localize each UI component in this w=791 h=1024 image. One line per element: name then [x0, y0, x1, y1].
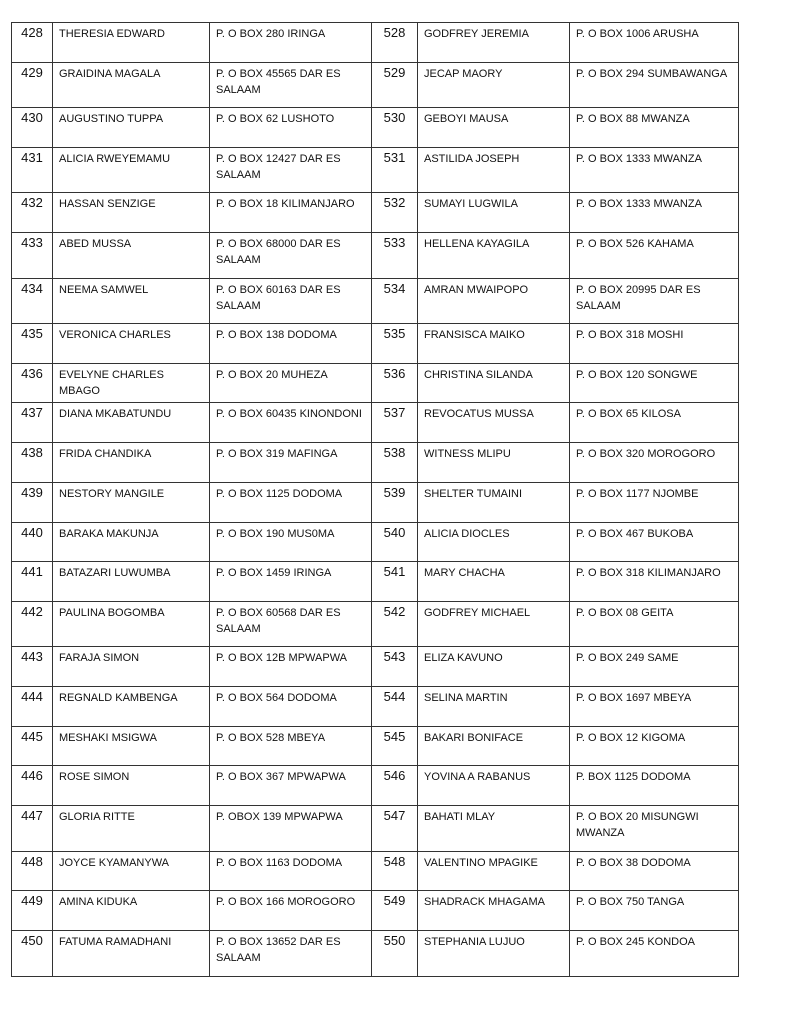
table-row: [12, 687, 739, 727]
table-row: [12, 193, 739, 233]
left-entry-name: DIANA MKABATUNDU: [53, 403, 210, 443]
right-entry-name: YOVINA A RABANUS: [418, 766, 570, 806]
left-entry-name: ROSE SIMON: [53, 766, 210, 806]
right-entry-number: 530: [372, 108, 418, 148]
left-entry-address: P. O BOX 18 KILIMANJARO: [210, 193, 372, 233]
left-entry-number: 450: [12, 931, 53, 977]
right-entry-address: P. O BOX 294 SUMBAWANGA: [570, 62, 739, 108]
left-entry-name: REGNALD KAMBENGA: [53, 687, 210, 727]
right-entry-number: 546: [372, 766, 418, 806]
right-entry-name: GODFREY JEREMIA: [418, 23, 570, 63]
left-entry-address: P. O BOX 12B MPWAPWA: [210, 647, 372, 687]
left-entry-name: NEEMA SAMWEL: [53, 278, 210, 324]
left-entry-number: 446: [12, 766, 53, 806]
left-entry-name: GLORIA RITTE: [53, 806, 210, 852]
right-entry-name: MARY CHACHA: [418, 562, 570, 602]
left-entry-address: P. O BOX 166 MOROGORO: [210, 891, 372, 931]
left-entry-name: ALICIA RWEYEMAMU: [53, 147, 210, 193]
left-entry-address: P. O BOX 1163 DODOMA: [210, 851, 372, 891]
left-entry-number: 448: [12, 851, 53, 891]
right-entry-name: GEBOYI MAUSA: [418, 108, 570, 148]
left-entry-address: P. O BOX 280 IRINGA: [210, 23, 372, 63]
left-entry-number: 444: [12, 687, 53, 727]
left-entry-name: ABED MUSSA: [53, 233, 210, 279]
left-entry-address: P. O BOX 60163 DAR ES SALAAM: [210, 278, 372, 324]
right-entry-address: P. O BOX 88 MWANZA: [570, 108, 739, 148]
left-entry-number: 447: [12, 806, 53, 852]
right-entry-address: P. O BOX 320 MOROGORO: [570, 443, 739, 483]
left-entry-address: P. O BOX 13652 DAR ES SALAAM: [210, 931, 372, 977]
table-body: [12, 23, 739, 977]
right-entry-address: P. O BOX 1177 NJOMBE: [570, 482, 739, 522]
right-entry-address: P. O BOX 249 SAME: [570, 647, 739, 687]
right-entry-address: P. BOX 1125 DODOMA: [570, 766, 739, 806]
right-entry-address: P. O BOX 1697 MBEYA: [570, 687, 739, 727]
table-row: [12, 233, 739, 279]
right-entry-name: WITNESS MLIPU: [418, 443, 570, 483]
right-entry-name: AMRAN MWAIPOPO: [418, 278, 570, 324]
right-entry-address: P. O BOX 38 DODOMA: [570, 851, 739, 891]
left-entry-number: 429: [12, 62, 53, 108]
right-entry-address: P. O BOX 467 BUKOBA: [570, 522, 739, 562]
left-entry-name: BATAZARI LUWUMBA: [53, 562, 210, 602]
right-entry-name: HELLENA KAYAGILA: [418, 233, 570, 279]
left-entry-address: P. O BOX 528 MBEYA: [210, 726, 372, 766]
left-entry-address: P. O BOX 1459 IRINGA: [210, 562, 372, 602]
right-entry-number: 533: [372, 233, 418, 279]
right-entry-number: 543: [372, 647, 418, 687]
table-row: [12, 601, 739, 647]
right-entry-address: P. O BOX 20995 DAR ES SALAAM: [570, 278, 739, 324]
right-entry-address: P. O BOX 12 KIGOMA: [570, 726, 739, 766]
left-entry-number: 445: [12, 726, 53, 766]
right-entry-address: P. O BOX 65 KILOSA: [570, 403, 739, 443]
right-entry-number: 544: [372, 687, 418, 727]
table-row: [12, 108, 739, 148]
right-entry-address: P. O BOX 750 TANGA: [570, 891, 739, 931]
table-row: [12, 562, 739, 602]
right-entry-number: 537: [372, 403, 418, 443]
left-entry-address: P. O BOX 190 MUS0MA: [210, 522, 372, 562]
left-entry-address: P. O BOX 62 LUSHOTO: [210, 108, 372, 148]
left-entry-address: P. O BOX 1125 DODOMA: [210, 482, 372, 522]
left-entry-address: P. O BOX 12427 DAR ES SALAAM: [210, 147, 372, 193]
table-row: [12, 62, 739, 108]
table-row: [12, 891, 739, 931]
left-entry-address: P. O BOX 60435 KINONDONI: [210, 403, 372, 443]
table-row: [12, 147, 739, 193]
right-entry-name: STEPHANIA LUJUO: [418, 931, 570, 977]
right-entry-name: ELIZA KAVUNO: [418, 647, 570, 687]
left-entry-number: 435: [12, 324, 53, 364]
left-entry-number: 442: [12, 601, 53, 647]
left-entry-name: NESTORY MANGILE: [53, 482, 210, 522]
left-entry-address: P. O BOX 20 MUHEZA: [210, 363, 372, 403]
right-entry-address: P. O BOX 120 SONGWE: [570, 363, 739, 403]
left-entry-name: HASSAN SENZIGE: [53, 193, 210, 233]
left-entry-number: 434: [12, 278, 53, 324]
left-entry-name: BARAKA MAKUNJA: [53, 522, 210, 562]
right-entry-name: SHADRACK MHAGAMA: [418, 891, 570, 931]
left-entry-number: 428: [12, 23, 53, 63]
right-entry-name: ASTILIDA JOSEPH: [418, 147, 570, 193]
right-entry-number: 547: [372, 806, 418, 852]
right-entry-number: 532: [372, 193, 418, 233]
registry-table: [11, 22, 739, 977]
left-entry-address: P. O BOX 138 DODOMA: [210, 324, 372, 364]
left-entry-address: P. O BOX 68000 DAR ES SALAAM: [210, 233, 372, 279]
left-entry-number: 436: [12, 363, 53, 403]
right-entry-number: 540: [372, 522, 418, 562]
right-entry-number: 531: [372, 147, 418, 193]
right-entry-number: 536: [372, 363, 418, 403]
left-entry-number: 449: [12, 891, 53, 931]
right-entry-name: JECAP MAORY: [418, 62, 570, 108]
left-entry-name: FARAJA SIMON: [53, 647, 210, 687]
right-entry-number: 549: [372, 891, 418, 931]
right-entry-name: FRANSISCA MAIKO: [418, 324, 570, 364]
right-entry-number: 550: [372, 931, 418, 977]
left-entry-number: 430: [12, 108, 53, 148]
left-entry-name: AUGUSTINO TUPPA: [53, 108, 210, 148]
right-entry-name: SUMAYI LUGWILA: [418, 193, 570, 233]
right-entry-name: ALICIA DIOCLES: [418, 522, 570, 562]
right-entry-address: P. O BOX 1333 MWANZA: [570, 193, 739, 233]
right-entry-name: CHRISTINA SILANDA: [418, 363, 570, 403]
table-row: [12, 931, 739, 977]
right-entry-name: VALENTINO MPAGIKE: [418, 851, 570, 891]
left-entry-number: 432: [12, 193, 53, 233]
right-entry-number: 538: [372, 443, 418, 483]
left-entry-number: 438: [12, 443, 53, 483]
table-row: [12, 726, 739, 766]
table-row: [12, 851, 739, 891]
left-entry-name: JOYCE KYAMANYWA: [53, 851, 210, 891]
right-entry-name: BAKARI BONIFACE: [418, 726, 570, 766]
left-entry-number: 437: [12, 403, 53, 443]
table-row: [12, 522, 739, 562]
table-row: [12, 766, 739, 806]
right-entry-address: P. O BOX 08 GEITA: [570, 601, 739, 647]
left-entry-address: P. O BOX 45565 DAR ES SALAAM: [210, 62, 372, 108]
right-entry-name: SHELTER TUMAINI: [418, 482, 570, 522]
left-entry-name: FATUMA RAMADHANI: [53, 931, 210, 977]
right-entry-address: P. O BOX 318 KILIMANJARO: [570, 562, 739, 602]
right-entry-number: 541: [372, 562, 418, 602]
table-row: [12, 363, 739, 403]
left-entry-name: PAULINA BOGOMBA: [53, 601, 210, 647]
left-entry-address: P. O BOX 367 MPWAPWA: [210, 766, 372, 806]
right-entry-number: 548: [372, 851, 418, 891]
table-row: [12, 482, 739, 522]
left-entry-name: THERESIA EDWARD: [53, 23, 210, 63]
right-entry-number: 542: [372, 601, 418, 647]
right-entry-number: 534: [372, 278, 418, 324]
left-entry-name: FRIDA CHANDIKA: [53, 443, 210, 483]
left-entry-number: 441: [12, 562, 53, 602]
right-entry-number: 539: [372, 482, 418, 522]
left-entry-name: AMINA KIDUKA: [53, 891, 210, 931]
left-entry-name: MESHAKI MSIGWA: [53, 726, 210, 766]
right-entry-address: P. O BOX 245 KONDOA: [570, 931, 739, 977]
left-entry-address: P. OBOX 139 MPWAPWA: [210, 806, 372, 852]
left-entry-address: P. O BOX 60568 DAR ES SALAAM: [210, 601, 372, 647]
table-row: [12, 806, 739, 852]
left-entry-number: 443: [12, 647, 53, 687]
right-entry-name: GODFREY MICHAEL: [418, 601, 570, 647]
right-entry-address: P. O BOX 1333 MWANZA: [570, 147, 739, 193]
right-entry-name: BAHATI MLAY: [418, 806, 570, 852]
left-entry-name: EVELYNE CHARLES MBAGO: [53, 363, 210, 403]
right-entry-address: P. O BOX 20 MISUNGWI MWANZA: [570, 806, 739, 852]
right-entry-name: SELINA MARTIN: [418, 687, 570, 727]
left-entry-number: 440: [12, 522, 53, 562]
table-row: [12, 647, 739, 687]
right-entry-address: P. O BOX 1006 ARUSHA: [570, 23, 739, 63]
right-entry-number: 528: [372, 23, 418, 63]
table-row: [12, 23, 739, 63]
right-entry-address: P. O BOX 318 MOSHI: [570, 324, 739, 364]
left-entry-name: GRAIDINA MAGALA: [53, 62, 210, 108]
right-entry-number: 535: [372, 324, 418, 364]
left-entry-number: 439: [12, 482, 53, 522]
left-entry-number: 433: [12, 233, 53, 279]
table-row: [12, 403, 739, 443]
right-entry-address: P. O BOX 526 KAHAMA: [570, 233, 739, 279]
table-row: [12, 324, 739, 364]
left-entry-address: P. O BOX 564 DODOMA: [210, 687, 372, 727]
right-entry-number: 529: [372, 62, 418, 108]
table-row: [12, 443, 739, 483]
left-entry-number: 431: [12, 147, 53, 193]
left-entry-address: P. O BOX 319 MAFINGA: [210, 443, 372, 483]
right-entry-name: REVOCATUS MUSSA: [418, 403, 570, 443]
right-entry-number: 545: [372, 726, 418, 766]
table-row: [12, 278, 739, 324]
left-entry-name: VERONICA CHARLES: [53, 324, 210, 364]
